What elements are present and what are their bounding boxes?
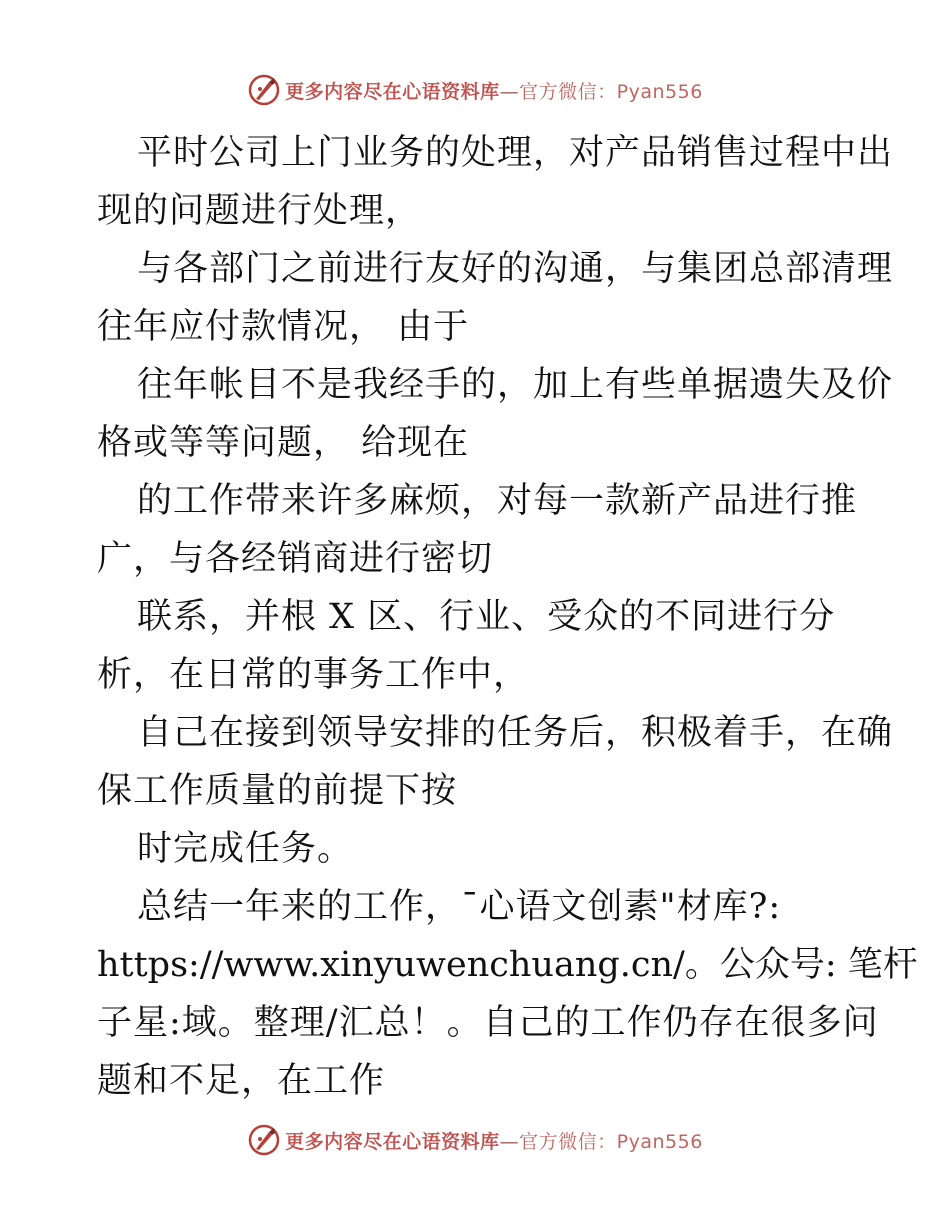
body-line: 往年帐目不是我经手的，加上有些单据遗失及价 [137, 365, 894, 405]
footer-banner [0, 1120, 950, 1160]
banner-wechat-text: 官方微信：Pyan556 [519, 80, 703, 103]
banner-dash: — [499, 80, 520, 103]
quill-pen-logo-icon [247, 73, 281, 107]
body-line: 自己在接到领导安排的任务后，积极着手，在确 [137, 713, 894, 753]
document-body [97, 124, 918, 1110]
body-line: 格或等等问题， 给现在 [97, 423, 470, 463]
body-line: 题和不足，在工作 [97, 1061, 386, 1101]
body-line: 联系，并根 X 区、行业、受众的不同进行分 [137, 597, 836, 637]
quill-pen-logo-icon [247, 1123, 281, 1157]
body-line: 现的问题进行处理， [97, 191, 422, 231]
body-line: 往年应付款情况， 由于 [97, 307, 470, 347]
body-line: 保工作质量的前提下按 [97, 771, 458, 811]
body-line: https://www.xinyuwenchuang.cn/。公众号: 笔杆 [97, 945, 918, 985]
body-line: 总结一年来的工作，¯心语文创素"材库?: [137, 887, 782, 927]
banner-text [285, 77, 703, 104]
body-line: 时完成任务。 [137, 829, 354, 869]
banner-main-text: 更多内容尽在心语资料库 [285, 1130, 500, 1153]
body-line: 平时公司上门业务的处理，对产品销售过程中出 [137, 133, 894, 173]
body-line: 的工作带来许多麻烦，对每一款新产品进行推 [137, 481, 858, 521]
header-banner [0, 70, 950, 110]
banner-dash: — [499, 1130, 520, 1153]
body-line: 子星:域。整理/汇总！。自己的工作仍存在很多问 [97, 1003, 879, 1043]
banner-text [285, 1127, 703, 1154]
body-line: 广，与各经销商进行密切 [97, 539, 494, 579]
banner-main-text: 更多内容尽在心语资料库 [285, 80, 500, 103]
body-line: 析，在日常的事务工作中， [97, 655, 530, 695]
banner-wechat-text: 官方微信：Pyan556 [519, 1130, 703, 1153]
body-line: 与各部门之前进行友好的沟通，与集团总部清理 [137, 249, 894, 289]
